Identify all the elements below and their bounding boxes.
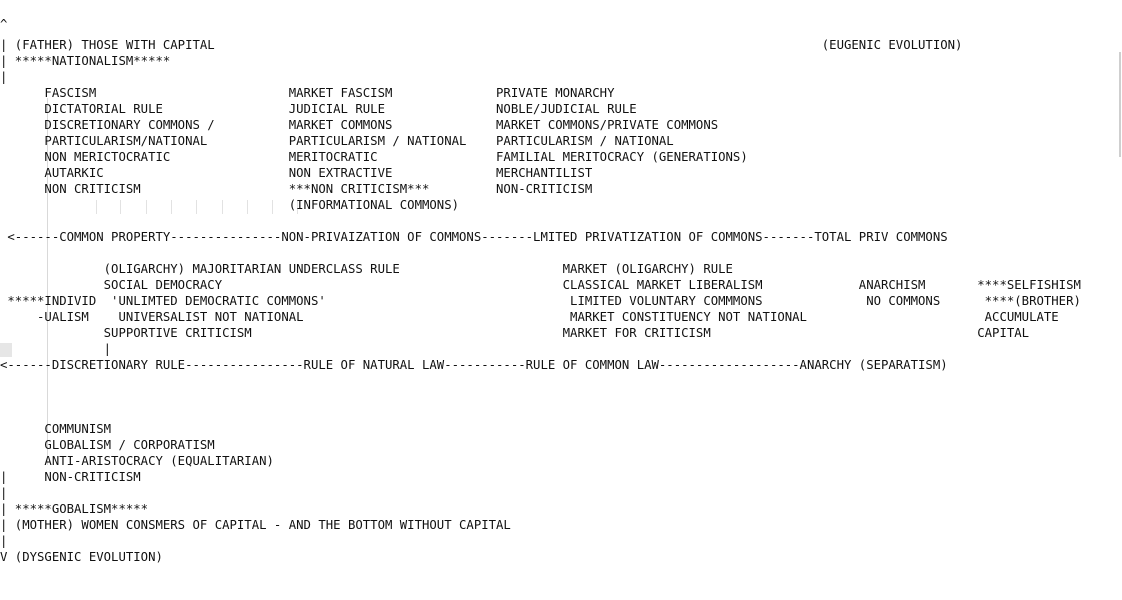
line-informational-row: (INFORMATIONAL COMMONS) [0, 198, 460, 212]
line-fascism-row: FASCISM MARKET FASCISM PRIVATE MONARCHY [0, 86, 615, 100]
line-down-arrow: V (DYSGENIC EVOLUTION) [0, 550, 163, 564]
line-rule-axis: <------DISCRETIONARY RULE----------------RULE OF NATURAL LAW-----------RULE OF COMMON LAW-------------------ANARCHY (SEPARATISM) [0, 358, 948, 372]
line-democracy-row: SOCIAL DEMOCRACY CLASSICAL MARKET LIBERALISM ANARCHISM ****SELFISHISM [0, 278, 1081, 292]
line-anti-aristocracy: ANTI-ARISTOCRACY (EQUALITARIAN) [0, 454, 274, 468]
right-edge-line [1119, 52, 1121, 157]
line-supportive-row: SUPPORTIVE CRITICISM MARKET FOR CRITICISM CAPITAL [0, 326, 1030, 340]
line-communism: COMMUNISM [0, 422, 112, 436]
line-bar-1: | [0, 70, 8, 84]
line-economy-row: AUTARKIC NON EXTRACTIVE MERCHANTILIST [0, 166, 593, 180]
line-individualism-row: *****INDIVID 'UNLIMTED DEMOCRATIC COMMONS' LIMITED VOLUNTARY COMMMONS NO COMMONS ****(BROTHER) [0, 294, 1081, 308]
line-particularism-row: PARTICULARISM/NATIONAL PARTICULARISM / NATIONAL PARTICULARISM / NATIONAL [0, 134, 674, 148]
line-mother-heading: | (MOTHER) WOMEN CONSMERS OF CAPITAL - AND THE BOTTOM WITHOUT CAPITAL [0, 518, 511, 532]
line-up-arrow: ^ [0, 17, 8, 31]
line-non-criticism: | NON-CRITICISM [0, 470, 141, 484]
line-nationalism: | *****NATIONALISM***** [0, 54, 171, 68]
line-oligarchy-row: (OLIGARCHY) MAJORITARIAN UNDERCLASS RULE MARKET (OLIGARCHY) RULE [0, 262, 733, 276]
line-criticism-row: NON CRITICISM ***NON CRITICISM*** NON-CRITICISM [0, 182, 593, 196]
line-globalism-row: GLOBALISM / CORPORATISM [0, 438, 215, 452]
line-universalist-row: -UALISM UNIVERSALIST NOT NATIONAL MARKET CONSTITUENCY NOT NATIONAL ACCUMULATE [0, 310, 1059, 324]
line-father-heading: | (FATHER) THOSE WITH CAPITAL (EUGENIC EVOLUTION) [0, 38, 963, 52]
line-commons-row: DISCRETIONARY COMMONS / MARKET COMMONS MARKET COMMONS/PRIVATE COMMONS [0, 118, 719, 132]
line-property-axis: <------COMMON PROPERTY---------------NON-PRIVAIZATION OF COMMONS-------LMITED PRIVATIZATION OF COMMONS-------TOTAL PRIV COMMONS [0, 230, 948, 244]
line-globalism-heading: | *****GOBALISM***** [0, 502, 149, 516]
line-bar-2: | [0, 342, 112, 356]
line-meritocracy-row: NON MERICTOCRATIC MERITOCRATIC FAMILIAL MERITOCRACY (GENERATIONS) [0, 150, 748, 164]
line-bar-3: | [0, 486, 8, 500]
line-bar-4: | [0, 534, 8, 548]
line-rule-row: DICTATORIAL RULE JUDICIAL RULE NOBLE/JUDICIAL RULE [0, 102, 637, 116]
